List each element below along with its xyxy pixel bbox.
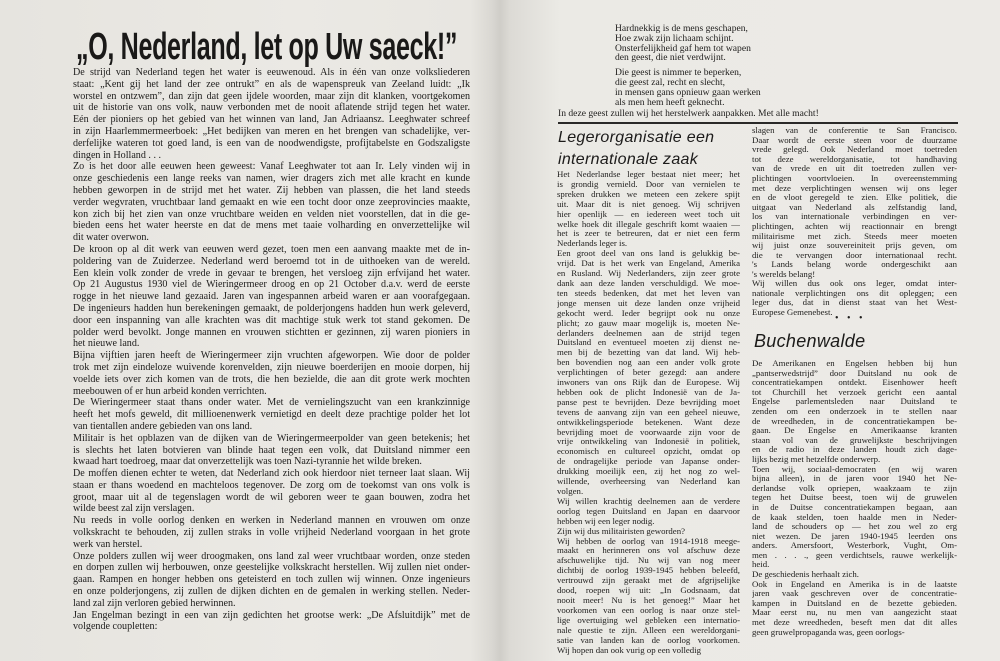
text-line: Nederlands leger is. bbox=[557, 239, 628, 249]
text-line: tot deze wereldorganisatie, tot handhaving bbox=[752, 154, 957, 164]
text-line: leger dus, dat in dienst staat van het West- bbox=[752, 298, 957, 308]
text-line: is slechts het laten botvieren van blinde haat tegen een volk, dat Duitsland nimmer een bbox=[73, 444, 470, 456]
text-line: nooit meer! Nu is het genoeg!” Maar het bbox=[557, 595, 740, 605]
text-line: willende, overheersing van Nederland kan bbox=[557, 477, 740, 487]
heading-line: internationale zaak bbox=[558, 151, 699, 168]
poem-line: Hardnekkig is de mens geschapen, bbox=[615, 24, 748, 34]
text-line: in zijn Haarlemmermeerboek: „Het bedijken van meren en het brengen van schadelijke, ver- bbox=[73, 125, 470, 137]
text-line: vrede gelegd. Ook Nederland moet toetreden bbox=[752, 145, 957, 155]
text-line: werk van herstel. bbox=[73, 538, 143, 550]
text-line: heeft het mofs geweld, dit millioenenwerk vernietigd en deelt deze prachtige polder het lot bbox=[73, 409, 470, 421]
text-line: panse pest te bevrijden. Deze bevrijding moet bbox=[557, 397, 740, 407]
text-line: spreken drukken we meteen een zekere spijt bbox=[557, 189, 740, 199]
text-line: verder wegvraten, vruchtbaar land gemaakt en wie een tocht door onze zeeprovincies maakte, bbox=[73, 196, 470, 208]
article-body-leger-conclusion bbox=[752, 279, 957, 317]
paragraph bbox=[73, 551, 470, 610]
text-line: staan er thans woedend en machteloos tegenover. De zorg om de toekomst van ons volk is bbox=[73, 479, 470, 491]
paragraph bbox=[752, 126, 957, 280]
text-line: uit. Maar dit is niet genoeg. Wij schrijven bbox=[557, 199, 740, 209]
poem-stanza bbox=[615, 24, 761, 63]
text-line: dood, roepen wij uit: „In Godsnaam, dat bbox=[557, 586, 740, 596]
paragraph bbox=[557, 527, 740, 537]
paragraph bbox=[752, 580, 957, 638]
text-line: lijks bezig met hetzelfde onderwerp. bbox=[752, 454, 881, 464]
text-line: hebben ook de plicht Indonesië van de Ja- bbox=[557, 387, 740, 397]
poem-line: Hoe zwak zijn lichaam schijnt. bbox=[615, 33, 734, 44]
text-line: polder werd bevolkt. Jonge mannen en vrouwen stichtten er gezinnen, zij waren pioniers in bbox=[73, 326, 470, 338]
text-line: gaan. De Engelse en Amerikaanse kranten bbox=[752, 426, 957, 436]
poem-line: in mensen gans opnieuw gaan werken bbox=[615, 87, 761, 98]
text-line: staat: „Kent gij het land der zee ontrukt” en als de wapenspreuk van Zeeland luidt: „Ik bbox=[73, 78, 470, 90]
text-line: in de Duitse concentratiekampen begaan, aan bbox=[752, 502, 957, 512]
text-line: derlandse volk opriepen, waakzaam te zijn bbox=[752, 483, 957, 493]
paragraph bbox=[73, 397, 470, 432]
text-line: De kroon op al dit werk van eeuwen werd gezet, toen men een aanvang maakte met de in- bbox=[73, 243, 470, 255]
text-line: groot, maar uit al de tegenslagen wordt de wil geboren weer te gaan bouwen, zodra het bbox=[73, 491, 470, 503]
text-line: nale questie te zijn. Alleen een wereldorgani- bbox=[557, 625, 740, 635]
text-line: inwoners van ons Rijk dan de Europese. Wij bbox=[557, 378, 740, 388]
text-line: Onze polders zullen wij weer droogmaken, ons land zal weer vruchtbaar worden, onze steden bbox=[73, 550, 470, 562]
text-line: uit de historie van ons volk, nauw verbonden met de nooit aflatende strijd tegen het water. bbox=[73, 102, 470, 114]
text-line: men bij de bezetting van dat land. Wij heb- bbox=[557, 348, 740, 358]
paragraph bbox=[752, 359, 957, 465]
text-line: Nu reeds in volle oorlog denken en werken in Nederland mannen en vrouwen om onze bbox=[73, 515, 470, 527]
article-body-nederland bbox=[73, 67, 470, 633]
text-line: gekocht werd. Ieder begrijpt ook nu onze bbox=[557, 308, 740, 318]
text-line: Zijn wij dus militairisten geworden? bbox=[557, 526, 686, 536]
text-line: Ook in Engeland en Amerika is in de laatste bbox=[752, 579, 957, 589]
text-line: het nieuwe land. bbox=[73, 338, 140, 350]
text-line: wij juist onze souvereiniteit prijs geven, om bbox=[752, 241, 957, 251]
text-line: vertrouwd zijn geraakt met de afgrijselijke bbox=[557, 576, 740, 586]
text-line: niet wezen. De jaren 1940-1945 leerden ons bbox=[752, 531, 957, 541]
text-line: jonge mensen uit deze landen onze vrijheid bbox=[557, 298, 740, 308]
article-body-leger-col2 bbox=[752, 126, 957, 280]
text-line: afschuwelijke tijd. Nu wij van nog meer bbox=[557, 556, 740, 566]
text-line: volgende coupletten: bbox=[73, 621, 158, 633]
paragraph bbox=[73, 433, 470, 468]
heading-line: Legerorganisatie een bbox=[558, 129, 715, 146]
text-line: uitgaat van Nederland als zelfstandig land, bbox=[752, 202, 957, 212]
text-line: plichtingen voortvloeien. In overeenstemming bbox=[752, 173, 957, 183]
text-line: Het Nederlandse leger bestaat niet meer; het bbox=[557, 170, 740, 179]
text-line: door een inspanning van alle krachten was dit machtige stuk werk tot stand gekomen. De bbox=[73, 314, 470, 326]
text-line: slagen van de conferentie te San Francisco. bbox=[752, 126, 957, 135]
text-line: poldering van de Zuiderzee. Nederland werd beroemd tot in de uithoeken van de wereld. bbox=[73, 255, 470, 267]
text-line: hebben wij een leger nodig. bbox=[557, 516, 655, 526]
text-line: derfelijke wateren tot goed land, is een van de noodwendigste, profijtabelste en Godszaligste bbox=[73, 137, 470, 149]
heading-buchenwalde: Buchenwalde bbox=[754, 331, 866, 351]
text-line: de kaak stelden, toen haalde men in Neder- bbox=[752, 512, 957, 522]
paragraph bbox=[73, 515, 470, 550]
text-line: tot Churchill het verzoek gericht een aantal bbox=[752, 387, 957, 397]
text-line: het is zeer te betreuren, dat er niet een ferm bbox=[557, 229, 740, 239]
text-line: van de vrede en uit dit toetreden zullen ver- bbox=[752, 164, 957, 174]
text-line: voelde iets over zich komen van de trots, die hen bezielde, die aan dit grote werk mochten bbox=[73, 373, 470, 385]
paragraph bbox=[73, 468, 470, 515]
text-line: volgen. bbox=[557, 487, 584, 496]
text-line: drukking moeilijk een, zij het nog zo wel- bbox=[557, 467, 740, 477]
text-line: satie van landen kan de oorlog voorkomen. bbox=[557, 635, 740, 645]
poem-line: Onsterfelijkheid gaf hem tot wapen bbox=[615, 43, 751, 54]
text-line: nationale verplichtingen ons dit opleggen; een bbox=[752, 288, 957, 298]
paragraph bbox=[752, 279, 957, 317]
text-line: maakt en herinneren ons vol afschuw deze bbox=[557, 546, 740, 556]
text-line: staan vol van de gruwelijkste beschrijvingen bbox=[752, 435, 957, 445]
text-line: 's werelds belang! bbox=[752, 269, 816, 279]
horizontal-divider bbox=[558, 122, 958, 124]
text-line: De Wieringermeer staat thans onder water. Met de vernielingszucht van een krankzinnige bbox=[73, 397, 470, 409]
text-line: ben bovendien nog aan een ander volk grote bbox=[557, 358, 740, 368]
poem-line: Die geest is nimmer te beperken, bbox=[615, 68, 742, 78]
paragraph bbox=[557, 497, 740, 527]
paragraph bbox=[73, 244, 470, 350]
text-line: en Rusland. Wij Nederlanders, zijn zeer grote bbox=[557, 269, 740, 279]
poem-line: als men hem heeft geknecht. bbox=[615, 97, 725, 108]
text-line: los van internationale verbindingen en ver- bbox=[752, 212, 957, 222]
text-line: derlanders deelnemen aan de strijd tegen bbox=[557, 328, 740, 338]
paragraph bbox=[557, 537, 740, 656]
poem-line: den geest, die niet verdwijnt. bbox=[615, 53, 726, 64]
text-line: economisch en cultureel opzicht, omdat op bbox=[557, 447, 740, 457]
text-line: plicht; zo gauw maar mogelijk is, moeten Ne- bbox=[557, 318, 740, 328]
article-body-leger-col1 bbox=[557, 170, 740, 655]
paragraph bbox=[557, 249, 740, 497]
text-line: Europese Gemenebest. bbox=[752, 307, 833, 317]
text-line: de wreedheden, in de concentratiekampen be- bbox=[752, 416, 957, 426]
paragraph bbox=[752, 465, 957, 571]
text-line: Wij hopen dan ook vurig op een volledig bbox=[557, 645, 702, 655]
text-line: De strijd van Nederland tegen het water is eeuwenoud. Als in één van onze volksliederen bbox=[73, 67, 470, 78]
text-line: en onze polderjongens, zij zullen de dijken dichten en de gemalen in werking stellen. Neder- bbox=[73, 586, 470, 598]
paragraph bbox=[752, 570, 957, 580]
text-line: bevrijding moet de voorwaarde zijn voor de bbox=[557, 427, 740, 437]
text-line: onze geschiedenis een lange reeks van namen, wier dragers zich met alle kracht en kunde bbox=[73, 173, 470, 185]
text-line: worstel en ontzwem”, dan zijn dat geen ijdele woorden, maar zijn dit klanken, voortgekomen bbox=[73, 90, 470, 102]
paragraph bbox=[73, 350, 470, 397]
text-line: Wij willen krachtig deelnemen aan de verdere bbox=[557, 496, 740, 506]
text-line: Jan Engelman bezingt in een van zijn gedichten het grootse werk: „De Afsluitdijk” met de bbox=[73, 609, 470, 621]
heading-legerorganisatie bbox=[558, 127, 714, 171]
text-line: Een groot deel van ons land is gelukkig be- bbox=[557, 249, 740, 259]
text-line: hebben geworpen in de strijd met het water. Zij hebben van plassen, die het land steeds bbox=[73, 184, 470, 196]
text-line: meebouwen of er hun arbeid konden verrichten. bbox=[73, 385, 267, 397]
text-line: vrijd. Dat is het werk van Engeland, Amerika bbox=[557, 259, 740, 269]
text-line: De geschiedenis herhaalt zich. bbox=[752, 570, 859, 580]
text-line: dingen in Holland . . . bbox=[73, 149, 162, 161]
text-line: land zal zijn verloren gebied herwinnen. bbox=[73, 597, 236, 609]
text-line: gaan. Rampen en honger hebben ons geteisterd en toch zullen wij winnen. Onze ingenieurs bbox=[73, 574, 470, 586]
article-body-buchenwalde bbox=[752, 359, 957, 637]
text-line: ontwikkelingsperiode betekenen. Want deze bbox=[557, 417, 740, 427]
text-line: met deze verplichtingen wensen wij ons leger bbox=[752, 183, 957, 193]
text-line: kampen in Duitsland en de bezette gebieden. bbox=[752, 598, 957, 608]
text-line: oorlog tegen Duitsland en Japan en daarvoor bbox=[557, 506, 740, 516]
text-line: Wij hebben de oorlog van 1914-1918 meege- bbox=[557, 536, 740, 546]
section-separator: • • • bbox=[835, 313, 866, 324]
text-line: dit water overwon. bbox=[73, 232, 149, 244]
text-line: de ondragelijke periode van Japanse onder- bbox=[557, 457, 740, 467]
text-line: militairisme met zich. Steeds meer moeten bbox=[752, 231, 957, 241]
text-line: bijna alleen), in de jaren voor 1940 het Ne- bbox=[752, 474, 957, 484]
text-line: tegen het Duitse beest, toen wij de gruwelen bbox=[752, 493, 957, 503]
text-line: Daar wordt de eerste steen voor de duurzame bbox=[752, 135, 957, 145]
text-line: met deze wreedheden, beseft men dat dit alles bbox=[752, 618, 957, 628]
paragraph bbox=[73, 161, 470, 244]
text-line: Wij willen dus ook ons leger, omdat inter- bbox=[752, 279, 957, 288]
text-line: kon zich bij het zien van onze vruchtbare weiden en velden niet voorstellen, dat in die ge- bbox=[73, 208, 470, 220]
poem-line: die geest zal, recht en slecht, bbox=[615, 77, 726, 88]
poem-afsluitdijk bbox=[615, 24, 761, 112]
text-line: De Amerikanen en Engelsen hebben bij hun bbox=[752, 359, 957, 368]
text-line: De moffen dienen echter te weten, dat Nederland zich ook hierdoor niet terneer laat slaan. Wij bbox=[73, 468, 470, 480]
text-line: Militair is het opblazen van de dijken van de Wieringermeerpolder van geen betekenis; het bbox=[73, 432, 470, 444]
text-line: kwaad hart toedroeg, maar dat onverzettelijk was toen Nazi-tyrannie het wilde breken. bbox=[73, 456, 422, 468]
text-line: Toen wij, sociaal-democraten (en wij waren bbox=[752, 464, 957, 474]
text-line: en dorpen zullen wij herbouwen, onze geestelijke volkskracht herstellen. Wij zullen niet onder- bbox=[73, 562, 470, 574]
text-line: Engelse parlementsleden naar Duitsland te bbox=[752, 397, 957, 407]
text-line: „pantserwedstrijd” door Duitsland nu ook de bbox=[752, 368, 957, 378]
text-line: tevens de aanvang zijn van een geheel nieuwe, bbox=[557, 407, 740, 417]
text-line: verplichtingen of beter gezegd: aan andere bbox=[557, 368, 740, 378]
text-line: Bijna vijftien jaren heeft de Wieringermeer zijn vruchten afgeworpen. Wie door de polder bbox=[73, 350, 470, 362]
paragraph bbox=[73, 67, 470, 161]
text-line: land de schouders op — het zou wel zo erg bbox=[752, 522, 957, 532]
text-line: lige overtuiging wel gebleken een internatio- bbox=[557, 615, 740, 625]
paragraph bbox=[557, 170, 740, 249]
text-line: Eén der pioniers op het gebied van het winnen van land, Jan Adriaansz. Leeghwater schreef bbox=[73, 114, 470, 126]
text-line: Op 21 Augustus 1930 viel de Wieringermeer droog en op 21 October d.a.v. werd de eerste bbox=[73, 279, 470, 291]
text-line: trok met zijn eindeloze wuivende korenvelden, zijn nieuwe boerderijen en mooie dorpen, hij bbox=[73, 361, 470, 373]
text-line: rogge in het nieuwe land gezaaid. Jaren van ingespannen arbeid waren er aan voorafgegaan. bbox=[73, 291, 470, 303]
text-line: anders. Amersfoort, Westerbork, Vught, Om- bbox=[752, 541, 957, 551]
text-line: plichtingen, achten wij reactionnair en brengt bbox=[752, 221, 957, 231]
text-line: Maar eerst nu, nu men van aangezicht staat bbox=[752, 608, 957, 618]
text-line: dichtbij de oorlog 1939-1945 hebben beleefd, bbox=[557, 566, 740, 576]
poem-closing-line: In deze geest zullen wij het herstelwerk aanpakken. Met alle macht! bbox=[558, 108, 819, 119]
text-line: wilde beest zal zijn verslagen. bbox=[73, 503, 195, 515]
text-line: welke hoek dit illegale geschrift komt waaien — bbox=[557, 219, 740, 229]
poem-stanza bbox=[615, 68, 761, 107]
text-line: hier openlijk — en iedereen weet toch uit bbox=[557, 209, 740, 219]
text-line: ten steeds bedenken, dat met het leven van bbox=[557, 288, 740, 298]
text-line: die te vervangen door internationaal recht. bbox=[752, 250, 957, 260]
text-line: men . . . ., geen verdichtsels, rauwe werkelijk- bbox=[752, 550, 957, 560]
text-line: volkskracht te behouden, zij zullen straks in volle vrijheid Nederland voorgaan in het grote bbox=[73, 527, 470, 539]
paragraph bbox=[73, 610, 470, 634]
text-line: jaren vaak geschreven over de concentratie- bbox=[752, 589, 957, 599]
text-line: geen gruwelpropaganda was, geen oorlogs- bbox=[752, 627, 905, 637]
text-line: voorkomen van een oorlog is naar onze stel- bbox=[557, 605, 740, 615]
text-line: Duitsland en eventueel moeten zij dienst ne- bbox=[557, 338, 740, 348]
text-line: en de vloot geregeld te zien. Elke politiek, die bbox=[752, 193, 957, 203]
text-line: van tientallen andere gebieden van ons land. bbox=[73, 420, 253, 432]
text-line: en de radio in deze landen houdt zich dage- bbox=[752, 445, 957, 455]
text-line: zenden om een onderzoek in te stellen naar bbox=[752, 406, 957, 416]
text-line: 's Lands belang worde ondergeschikt aan bbox=[752, 260, 957, 270]
text-line: concentratiekampen ontdekt. Eisenhower heeft bbox=[752, 378, 957, 388]
text-line: bieden eens het water heerste en dat de mens met taaie volharding en onverzettelijke wil bbox=[73, 220, 470, 232]
text-line: dank aan deze landen verschuldigd. We moe- bbox=[557, 278, 740, 288]
text-line: vrije ontwikkeling van Indonesië in politiek, bbox=[557, 437, 740, 447]
text-line: Zo is het door alle eeuwen heen geweest: Vanaf Leeghwater tot aan Ir. Lely vinden wij in bbox=[73, 161, 470, 173]
text-line: is grondig vernield. Door van vernielen te bbox=[557, 179, 740, 189]
text-line: heid. bbox=[752, 560, 770, 570]
article-title: „O, Nederland, let op Uw saeck!” bbox=[76, 26, 458, 68]
text-line: De ingenieurs hadden hun berekeningen gemaakt, de polderjongens hadden hun werk geleverd, bbox=[73, 302, 470, 314]
text-line: Een klein volk zonder de vrede in gevaar te brengen, het versloeg zijn erfvijand het water. bbox=[73, 267, 470, 279]
